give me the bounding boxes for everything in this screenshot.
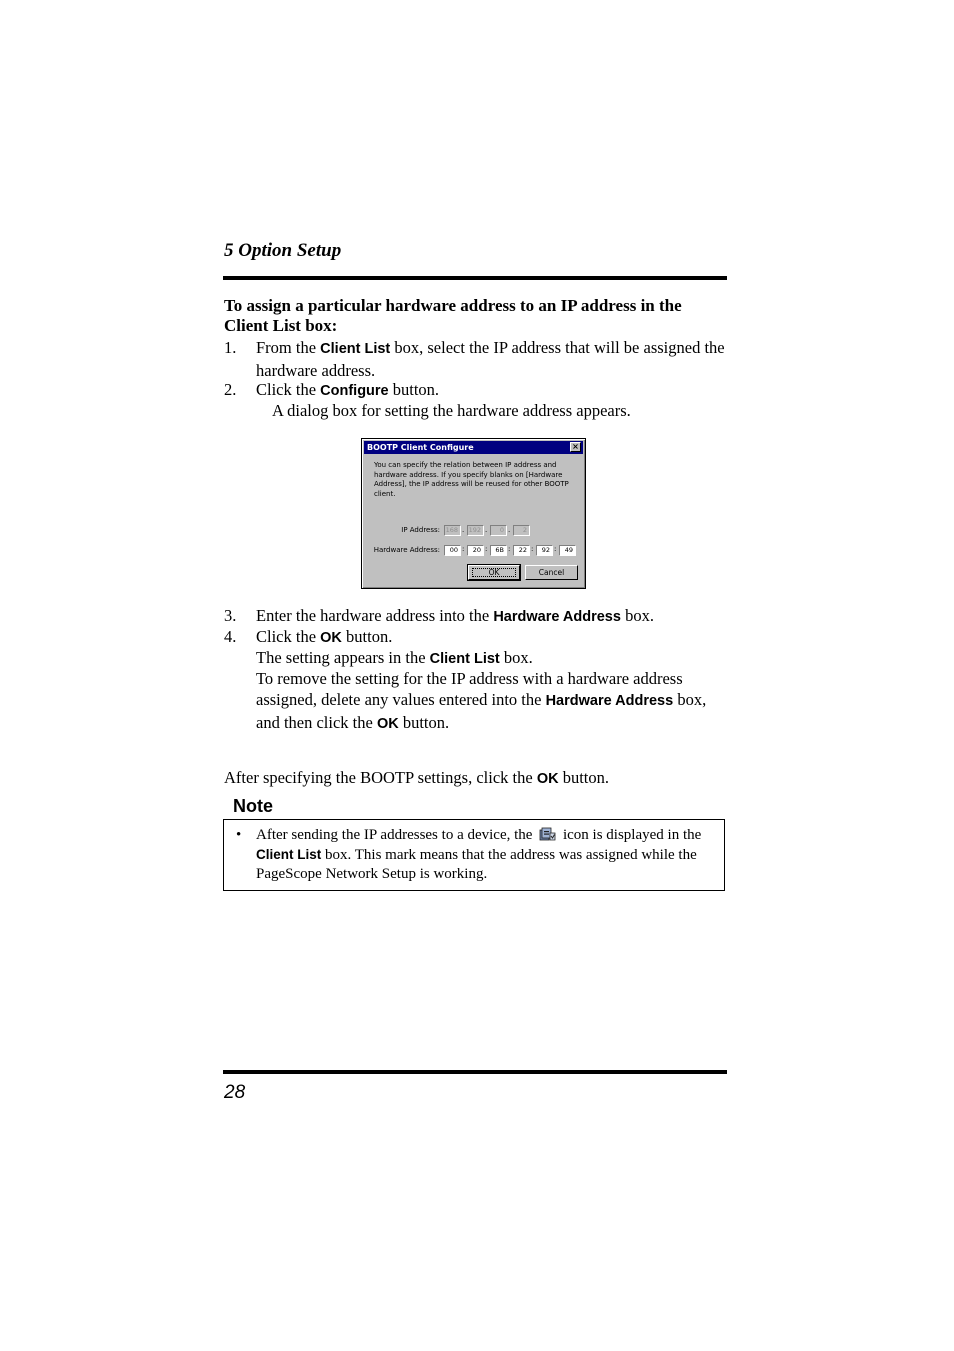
hw-byte-1[interactable]: 00 xyxy=(444,545,461,556)
chapter-header: 5 Option Setup xyxy=(224,240,342,261)
separator: . xyxy=(485,526,488,534)
bootp-client-configure-dialog xyxy=(361,438,586,589)
keyword: OK xyxy=(536,771,559,787)
step-4-remove-note: To remove the setting for the IP address with a hardware address assigned, delete any values entered into the Hardware Address box, and then click the OK button. xyxy=(256,669,707,732)
cancel-button[interactable]: Cancel xyxy=(525,565,578,580)
step-text: From the Client List box, select the IP address that will be assigned the hardware address. xyxy=(256,338,725,380)
step-text: Enter the hardware address into the Hardware Address box. xyxy=(256,606,654,625)
keyword: Hardware Address xyxy=(493,609,621,625)
step-4-result: The setting appears in the Client List box. xyxy=(256,648,533,667)
keyword: OK xyxy=(320,630,342,646)
page-number: 28 xyxy=(224,1082,246,1103)
step-4 xyxy=(224,626,728,647)
focus-rect xyxy=(472,568,516,577)
step-number: 1. xyxy=(224,338,237,357)
ip-octet-3[interactable]: 0 xyxy=(490,525,507,536)
assigned-client-icon xyxy=(539,827,556,841)
keyword: Configure xyxy=(320,383,389,399)
close-icon[interactable]: × xyxy=(570,442,581,452)
step-text: Click the Configure button. xyxy=(256,380,440,399)
hw-byte-2[interactable]: 20 xyxy=(467,545,484,556)
bullet: • xyxy=(236,827,242,843)
step-number: 3. xyxy=(224,606,237,625)
separator: : xyxy=(462,545,465,553)
dialog-titlebar xyxy=(364,441,583,454)
step-2-result: A dialog box for setting the hardware address appears. xyxy=(272,401,631,420)
separator: . xyxy=(508,526,511,534)
ip-octet-2[interactable]: 192 xyxy=(467,525,484,536)
hw-byte-5[interactable]: 92 xyxy=(536,545,553,556)
keyword: OK xyxy=(376,716,399,732)
step-number: 4. xyxy=(224,627,237,646)
hw-byte-6[interactable]: 49 xyxy=(559,545,576,556)
keyword: Client List xyxy=(429,651,500,667)
step-text: Click the OK button. xyxy=(256,627,393,646)
footer-rule xyxy=(223,1070,727,1074)
note-text: After sending the IP addresses to a device, the icon is displayed in the Client List box. This mark means that the address was assigned while the PageScope Network Setup is working. xyxy=(256,827,702,882)
keyword: Client List xyxy=(256,847,322,862)
note-box xyxy=(223,819,725,891)
hw-byte-4[interactable]: 22 xyxy=(513,545,530,556)
separator: : xyxy=(554,545,557,553)
ip-octet-4[interactable]: 2 xyxy=(513,525,530,536)
keyword: Client List xyxy=(320,341,391,357)
dialog-description: You can specify the relation between IP address and hardware address. If you specify blanks on [Hardware Address], the IP address will be reused for other BOOTP client. xyxy=(374,461,569,498)
step-2 xyxy=(224,379,728,400)
separator: : xyxy=(485,545,488,553)
keyword: Hardware Address xyxy=(545,693,674,709)
ok-label: OK xyxy=(488,568,500,577)
header-rule xyxy=(223,276,727,280)
note-title: Note xyxy=(233,796,273,816)
after-text: After specifying the BOOTP settings, click the OK button. xyxy=(224,768,609,787)
step-1 xyxy=(224,337,728,379)
separator: : xyxy=(508,545,511,553)
ip-address-label: IP Address: xyxy=(401,526,440,534)
separator: : xyxy=(531,545,534,553)
step-3 xyxy=(224,605,728,626)
hardware-address-label: Hardware Address: xyxy=(373,546,440,554)
ip-octet-1[interactable]: 168 xyxy=(444,525,461,536)
separator: . xyxy=(462,526,465,534)
step-number: 2. xyxy=(224,380,237,399)
section-heading: To assign a particular hardware address to an IP address in the Client List box: xyxy=(224,296,682,335)
ok-button[interactable] xyxy=(468,565,520,580)
hw-byte-3[interactable]: 6B xyxy=(490,545,507,556)
dialog-title: BOOTP Client Configure xyxy=(367,443,474,452)
